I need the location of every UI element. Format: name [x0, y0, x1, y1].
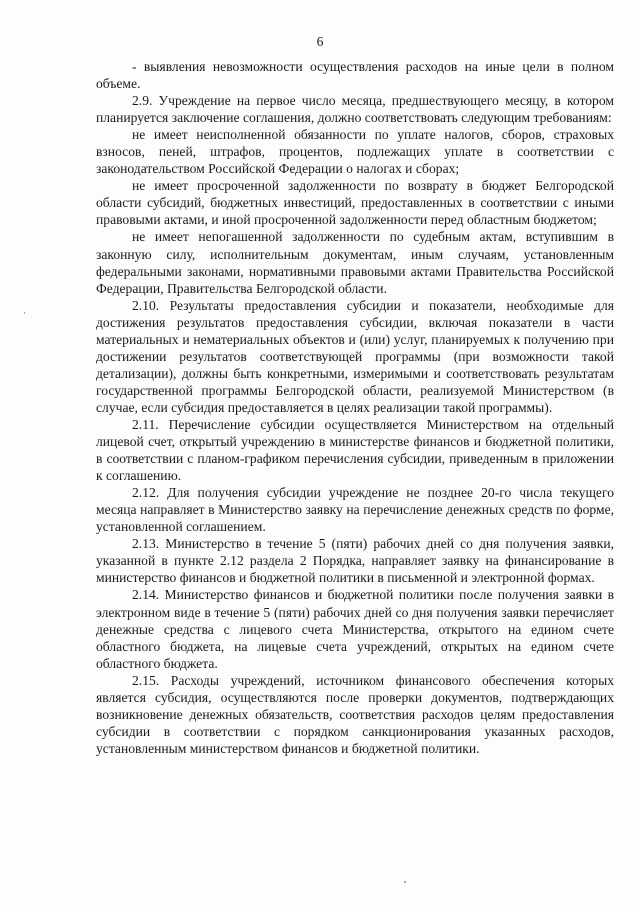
scan-speck [24, 312, 25, 314]
paragraph-2-14: 2.14. Министерство финансов и бюджетной политики после получения заявки в электронном виде в течение 5 (пяти) рабочих дней со дня получения заявки перечисляет денежные средства с лицевого счета Министерства, открытого на едином счете областного бюджета, на лицевые счета учреждений, открытых на едином счете областного бюджета. [96, 587, 614, 671]
paragraph-2-10: 2.10. Результаты предоставления субсидии и показатели, необходимые для достижения результатов предоставления субсидии, включая показатели в части материальных и нематериальных объектов и (или) услуг, планируемых к получению при достижении результатов соответствующей программы (при возможности такой детализации), должны быть конкретными, измеримыми и соответствовать результатам государственной программы Белгородской области, реализуемой Министерством (в случае, если субсидия предоставляется в целях реализации такой программы). [96, 297, 614, 415]
document-body [96, 58, 614, 757]
paragraph-2-12: 2.12. Для получения субсидии учреждение не позднее 20-го числа текущего месяца направляет в Министерство заявку на перечисление денежных средств по форме, установленной соглашением. [96, 485, 614, 535]
page-number: 6 [316, 34, 324, 49]
scan-speck [404, 881, 406, 883]
paragraph-2-11: 2.11. Перечисление субсидии осуществляется Министерством на отдельный лицевой счет, открытый учреждению в министерстве финансов и бюджетной политики, в соответствии с планом-графиком перечисления субсидии, приведенным в приложении к соглашению. [96, 416, 614, 484]
paragraph-requirement-taxes: не имеет неисполненной обязанности по уплате налогов, сборов, страховых взносов, пеней, штрафов, процентов, подлежащих уплате в соответствии с законодательством Российской Федерации о налогах и сборах; [96, 127, 614, 177]
paragraph-list-item-conclusion: - выявления невозможности осуществления расходов на иные цели в полном объеме. [96, 59, 614, 92]
paragraph-requirement-court-debt: не имеет непогашенной задолженности по судебным актам, вступившим в законную силу, исполнительным документам, иным случаям, установленным федеральными законами, нормативными правовыми актами Правительства Российской Федерации, Правительства Белгородской области. [96, 229, 614, 296]
paragraph-2-9: 2.9. Учреждение на первое число месяца, предшествующего месяцу, в котором планируется заключение соглашения, должно соответствовать следующим требованиям: [96, 93, 614, 126]
paragraph-2-13: 2.13. Министерство в течение 5 (пяти) рабочих дней со дня получения заявки, указанной в пункте 2.12 раздела 2 Порядка, направляет заявку на финансирование в министерство финансов и бюджетной политики в письменной и электронной формах. [96, 536, 614, 586]
paragraph-requirement-overdue-debt: не имеет просроченной задолженности по возврату в бюджет Белгородской области субсидий, бюджетных инвестиций, предоставленных в соответствии с иными правовыми актами, и иной просроченной задолженности перед областным бюджетом; [96, 178, 614, 228]
paragraph-2-15: 2.15. Расходы учреждений, источником финансового обеспечения которых является субсидия, осуществляются после проверки документов, подтверждающих возникновение денежных обязательств, соответствия расходов целям предоставления субсидии в соответствии с порядком санкционирования указанных расходов, установленным министерством финансов и бюджетной политики. [96, 672, 614, 756]
